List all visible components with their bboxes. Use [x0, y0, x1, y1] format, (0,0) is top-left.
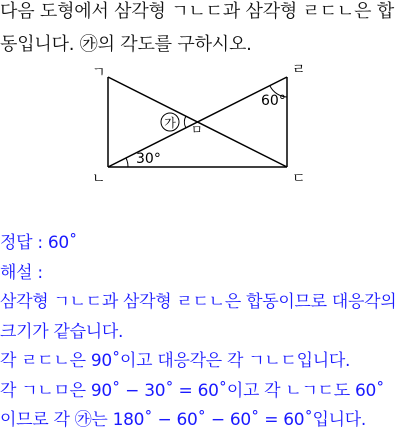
label-bottom-right: ㄷ	[292, 171, 306, 187]
label-angle-ga: 가	[164, 116, 176, 130]
angle-arc-bottom-left	[126, 158, 128, 167]
label-bottom-left: ㄴ	[92, 171, 106, 187]
explanation-label: 해설 :	[0, 263, 43, 283]
angle-bottom-left-value: 30°	[136, 151, 161, 167]
label-top-right: ㄹ	[292, 62, 306, 78]
label-top-left: ㄱ	[92, 65, 106, 81]
explanation-line-4: 각 ㄱㄴㅁ은 90˚ − 30˚ = 60˚이고 각 ㄴㄱㄷ도 60˚	[0, 381, 385, 401]
answer-value: 60˚	[47, 233, 78, 253]
angle-top-right-value: 60°	[261, 93, 286, 109]
explanation-line-2: 크기가 같습니다.	[0, 322, 124, 342]
answer-line	[0, 232, 400, 254]
angle-arc-ga	[184, 116, 186, 128]
rectangle-diagram	[0, 0, 400, 200]
explanation-line-3: 각 ㄹㄷㄴ은 90˚이고 대응각은 각 ㄱㄴㄷ입니다.	[0, 351, 351, 371]
label-intersection: ㅁ	[191, 123, 203, 137]
question-line-1: 다음 도형에서 삼각형 ㄱㄴㄷ과 삼각형 ㄹㄷㄴ은 합	[0, 1, 395, 22]
question-line-2: 동입니다. ㉮의 각도를 구하시오.	[0, 34, 252, 55]
answer-label: 정답 :	[0, 233, 48, 253]
explanation-line-1: 삼각형 ㄱㄴㄷ과 삼각형 ㄹㄷㄴ은 합동이므로 대응각의	[0, 292, 397, 312]
explanation-line-5: 이므로 각 ㉮는 180˚ − 60˚ − 60˚ = 60˚입니다.	[0, 410, 366, 430]
